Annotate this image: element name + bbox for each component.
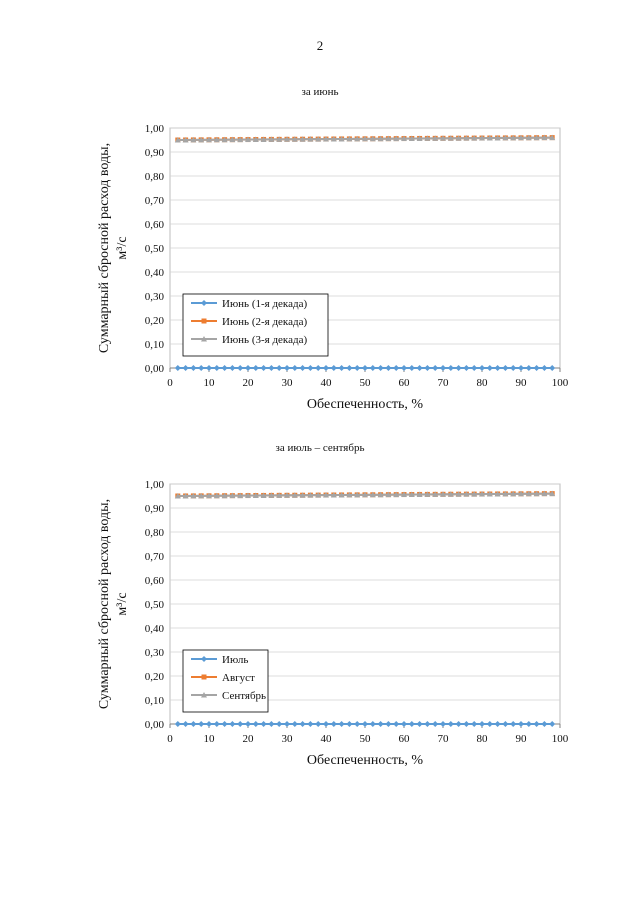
- series-1-point: [417, 721, 423, 727]
- series-1-point: [339, 365, 345, 371]
- series-1-point: [487, 365, 493, 371]
- y-tick-label: 0,60: [144, 575, 164, 587]
- chart-july-september: [0, 466, 640, 776]
- series-1-point: [463, 721, 469, 727]
- series-1-point: [183, 721, 189, 727]
- x-tick-label: 60: [398, 733, 410, 745]
- series-1-point: [456, 721, 462, 727]
- series-1-point: [479, 721, 485, 727]
- series-1-point: [222, 365, 228, 371]
- series-1-point: [206, 365, 212, 371]
- page-number: 2: [316, 38, 324, 53]
- series-1-point: [424, 365, 430, 371]
- series-1-point: [541, 721, 547, 727]
- y-tick-label: 0,10: [144, 695, 164, 707]
- y-tick-label: 0,50: [144, 599, 164, 611]
- series-1-point: [549, 365, 555, 371]
- y-axis-title: Суммарный сбросной расход воды,: [97, 142, 112, 354]
- y-tick-label: 0,80: [144, 527, 164, 539]
- y-tick-label: 1,00: [144, 479, 164, 491]
- legend-marker: [202, 319, 207, 324]
- series-1-point: [518, 721, 524, 727]
- series-1-point: [268, 365, 274, 371]
- series-1-point: [526, 365, 532, 371]
- legend-label: Сентябрь: [222, 690, 267, 702]
- x-tick-label: 80: [476, 733, 488, 745]
- series-1-point: [268, 721, 274, 727]
- series-1-point: [214, 721, 220, 727]
- y-tick-label: 0,40: [144, 623, 164, 635]
- x-tick-label: 50: [359, 733, 371, 745]
- series-1-point: [432, 365, 438, 371]
- y-tick-label: 0,50: [144, 243, 164, 255]
- x-tick-label: 10: [203, 733, 215, 745]
- series-1-point: [229, 365, 235, 371]
- series-1-point: [354, 365, 360, 371]
- x-tick-label: 70: [437, 733, 449, 745]
- series-1-point: [253, 365, 259, 371]
- series-1-point: [346, 721, 352, 727]
- series-1-point: [175, 365, 181, 371]
- chart-title-june: за июнь: [301, 86, 339, 98]
- series-1-point: [206, 721, 212, 727]
- series-1-point: [284, 365, 290, 371]
- series-1-point: [534, 365, 540, 371]
- y-tick-label: 0,90: [144, 147, 164, 159]
- y-axis-unit: м³/с: [115, 236, 130, 260]
- x-tick-label: 0: [167, 377, 173, 389]
- y-tick-label: 0,00: [144, 363, 164, 375]
- series-1-point: [401, 365, 407, 371]
- series-1-point: [518, 365, 524, 371]
- x-tick-label: 90: [515, 377, 527, 389]
- series-1-point: [237, 365, 243, 371]
- series-1-point: [510, 365, 516, 371]
- series-1-point: [495, 365, 501, 371]
- series-1-point: [237, 721, 243, 727]
- legend-marker: [202, 675, 207, 680]
- series-1-point: [198, 721, 204, 727]
- y-tick-label: 0,80: [144, 171, 164, 183]
- x-axis-title: Обеспеченность, %: [306, 753, 424, 768]
- series-1-point: [541, 365, 547, 371]
- series-1-point: [463, 365, 469, 371]
- legend-label: Июнь (2-я декада): [222, 316, 308, 328]
- series-1: [175, 365, 555, 371]
- series-1-point: [331, 365, 337, 371]
- series-1-point: [448, 365, 454, 371]
- x-tick-label: 50: [359, 377, 371, 389]
- y-tick-label: 0,20: [144, 315, 164, 327]
- series-1-point: [354, 721, 360, 727]
- series-1-point: [471, 365, 477, 371]
- x-tick-label: 40: [320, 377, 332, 389]
- series-1-point: [175, 721, 181, 727]
- series-1-point: [323, 721, 329, 727]
- series-1-point: [307, 365, 313, 371]
- series-1-point: [261, 365, 267, 371]
- x-tick-label: 60: [398, 377, 410, 389]
- series-1-point: [323, 365, 329, 371]
- x-tick-label: 80: [476, 377, 488, 389]
- x-tick-label: 20: [242, 733, 254, 745]
- series-1-point: [448, 721, 454, 727]
- series-1-point: [292, 721, 298, 727]
- series-1-point: [440, 365, 446, 371]
- series-1-point: [534, 721, 540, 727]
- series-1-point: [253, 721, 259, 727]
- series-1-point: [284, 721, 290, 727]
- series-1-point: [432, 721, 438, 727]
- series-1-point: [393, 721, 399, 727]
- legend-label: Июнь (1-я декада): [222, 298, 308, 310]
- series-1-point: [198, 365, 204, 371]
- series-1-point: [183, 365, 189, 371]
- y-tick-label: 0,90: [144, 503, 164, 515]
- series-1-point: [409, 365, 415, 371]
- series-1-point: [385, 721, 391, 727]
- legend-label: Июнь (3-я декада): [222, 334, 308, 346]
- series-1-point: [315, 721, 321, 727]
- series-1: [175, 721, 555, 727]
- x-tick-label: 0: [167, 733, 173, 745]
- series-1-point: [307, 721, 313, 727]
- series-1-point: [315, 365, 321, 371]
- legend-label: Август: [222, 672, 255, 684]
- series-1-point: [245, 721, 251, 727]
- series-1-point: [276, 721, 282, 727]
- y-tick-label: 0,70: [144, 195, 164, 207]
- series-1-point: [190, 721, 196, 727]
- y-tick-label: 0,70: [144, 551, 164, 563]
- x-axis-title: Обеспеченность, %: [306, 397, 424, 412]
- series-1-point: [346, 365, 352, 371]
- series-1-point: [495, 721, 501, 727]
- series-1-point: [214, 365, 220, 371]
- series-1-point: [378, 365, 384, 371]
- y-tick-label: 0,30: [144, 291, 164, 303]
- x-tick-label: 30: [281, 733, 293, 745]
- x-tick-label: 10: [203, 377, 215, 389]
- legend-label: Июль: [222, 654, 249, 666]
- y-tick-label: 0,10: [144, 339, 164, 351]
- x-tick-label: 100: [551, 733, 569, 745]
- series-1-point: [245, 365, 251, 371]
- series-1-point: [370, 365, 376, 371]
- y-tick-label: 0,20: [144, 671, 164, 683]
- series-1-point: [440, 721, 446, 727]
- x-tick-label: 90: [515, 733, 527, 745]
- series-1-point: [456, 365, 462, 371]
- series-1-point: [526, 721, 532, 727]
- y-tick-label: 0,60: [144, 219, 164, 231]
- y-axis-title: Суммарный сбросной расход воды,: [97, 498, 112, 710]
- series-1-point: [261, 721, 267, 727]
- y-tick-label: 1,00: [144, 123, 164, 135]
- series-1-point: [300, 365, 306, 371]
- series-1-point: [339, 721, 345, 727]
- chart-june: [0, 110, 640, 420]
- x-tick-label: 70: [437, 377, 449, 389]
- x-tick-label: 100: [551, 377, 569, 389]
- series-1-point: [331, 721, 337, 727]
- y-tick-label: 0,40: [144, 267, 164, 279]
- series-1-point: [510, 721, 516, 727]
- series-1-point: [424, 721, 430, 727]
- y-axis-unit: м³/с: [115, 592, 130, 616]
- x-tick-label: 40: [320, 733, 332, 745]
- series-1-point: [370, 721, 376, 727]
- series-1-point: [292, 365, 298, 371]
- series-1-point: [190, 365, 196, 371]
- chart-title-july-september: за июль – сентябрь: [275, 442, 365, 454]
- series-1-point: [222, 721, 228, 727]
- series-1-point: [276, 365, 282, 371]
- series-1-point: [393, 365, 399, 371]
- series-1-point: [300, 721, 306, 727]
- y-tick-label: 0,30: [144, 647, 164, 659]
- series-1-point: [409, 721, 415, 727]
- series-1-point: [502, 721, 508, 727]
- series-1-point: [549, 721, 555, 727]
- series-1-point: [385, 365, 391, 371]
- series-1-point: [487, 721, 493, 727]
- x-tick-label: 30: [281, 377, 293, 389]
- series-1-point: [479, 365, 485, 371]
- series-1-point: [362, 721, 368, 727]
- series-1-point: [401, 721, 407, 727]
- series-1-point: [471, 721, 477, 727]
- series-1-point: [502, 365, 508, 371]
- series-1-point: [362, 365, 368, 371]
- series-1-point: [229, 721, 235, 727]
- y-tick-label: 0,00: [144, 719, 164, 731]
- series-1-point: [378, 721, 384, 727]
- x-tick-label: 20: [242, 377, 254, 389]
- series-1-point: [417, 365, 423, 371]
